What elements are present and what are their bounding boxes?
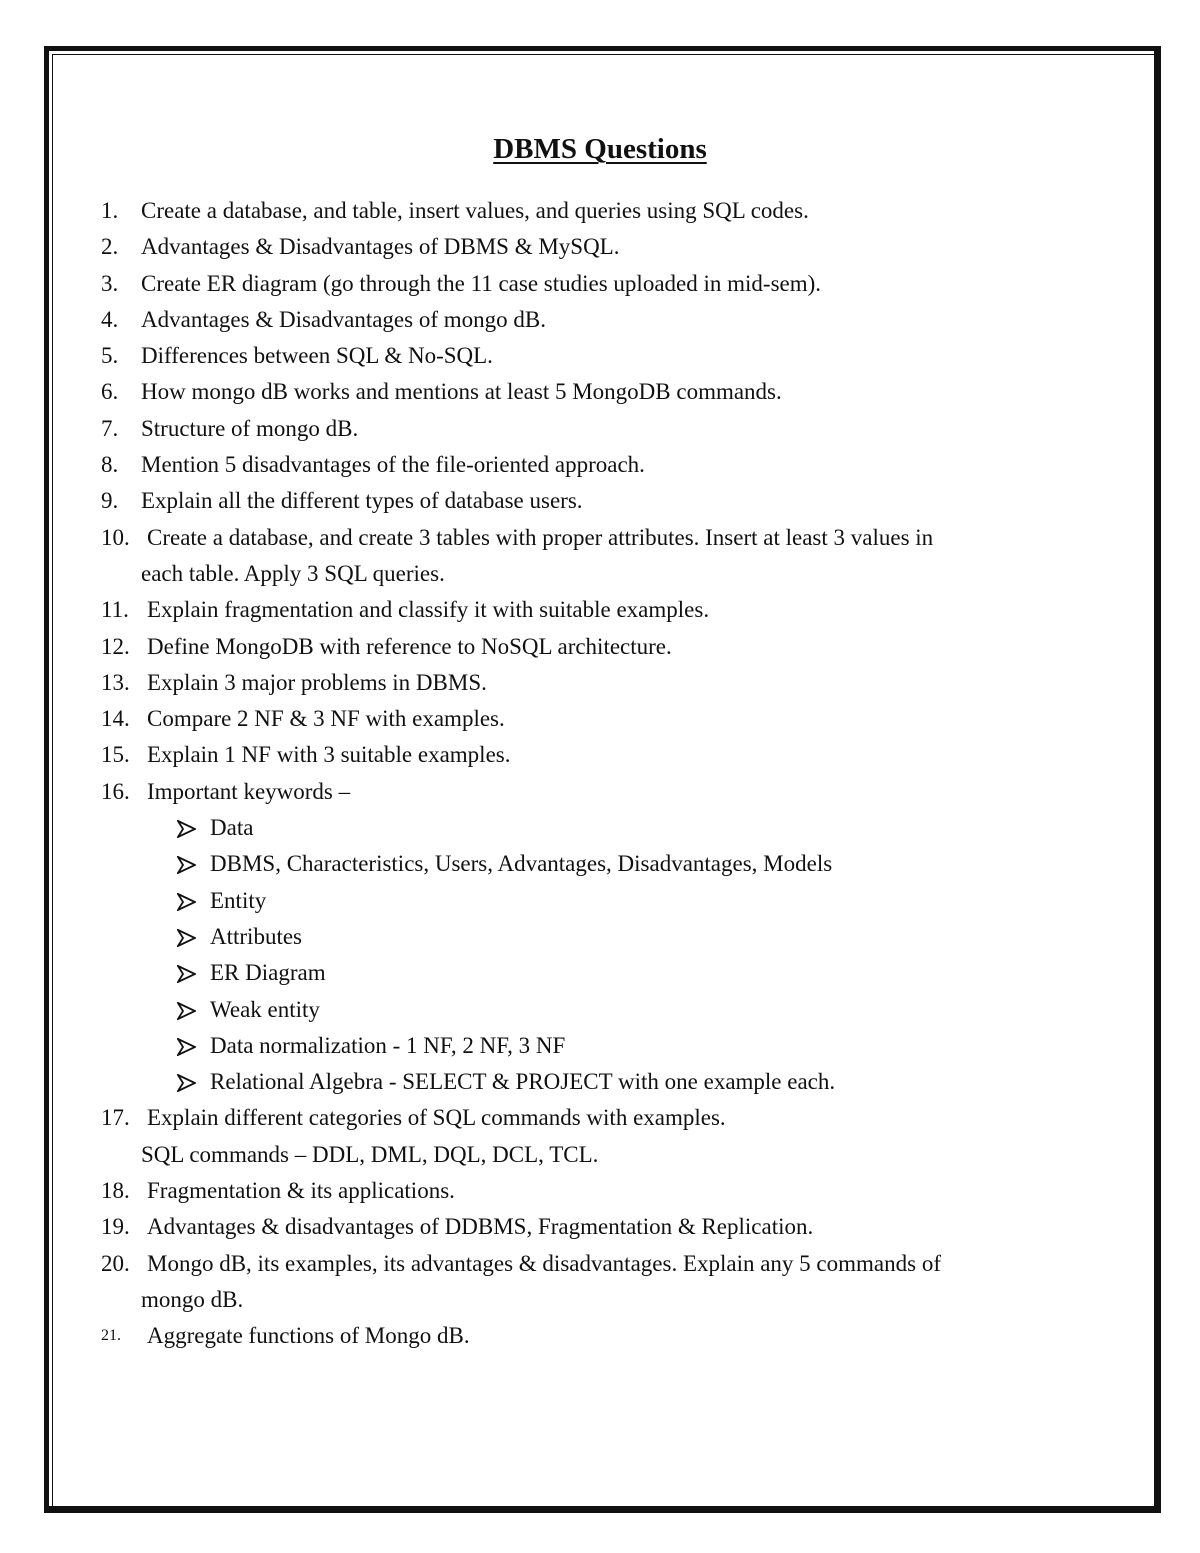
keyword-item [177,992,1111,1028]
question-text-line: Create a database, and create 3 tables with proper attributes. Insert at least 3 values in [147,524,934,550]
question-item-9 [101,483,1111,519]
keyword-item [177,1064,1111,1100]
question-item-4 [101,302,1111,338]
question-text: Advantages & disadvantages of DDBMS, Fragmentation & Replication. [147,1214,814,1240]
page-title: DBMS Questions [493,133,707,165]
arrowhead-bullet-icon [177,846,210,882]
keyword-item [177,883,1111,919]
question-text: Create ER diagram (go through the 11 case studies uploaded in mid-sem). [141,270,822,296]
question-text: Advantages & Disadvantages of DBMS & MySQL. [141,234,620,260]
keyword-text: Weak entity [210,996,320,1022]
question-text: Explain 3 major problems in DBMS. [147,669,487,695]
keyword-item [177,955,1111,991]
question-item-2 [101,229,1111,265]
question-item-1 [101,193,1111,229]
question-item-5 [101,338,1111,374]
arrowhead-bullet-icon [177,919,210,955]
question-number: 12. [101,633,130,659]
keyword-item [177,919,1111,955]
question-item-6 [101,374,1111,410]
question-item-3 [101,266,1111,302]
keyword-list [101,810,1111,1100]
question-text [141,520,1111,593]
question-number: 9. [101,488,119,514]
question-text: Mention 5 disadvantages of the file-oriented approach. [141,452,645,478]
question-number: 5. [101,343,119,369]
question-text-line: Explain different categories of SQL commands with examples. [147,1105,726,1131]
question-text: Important keywords – [147,778,351,804]
question-text: Fragmentation & its applications. [147,1178,455,1204]
question-item-15 [101,737,1111,773]
question-item-8 [101,447,1111,483]
question-list [101,193,1111,1355]
question-text-line: Mongo dB, its examples, its advantages & disadvantages. Explain any 5 commands of [147,1250,941,1276]
question-text-continuation: each table. Apply 3 SQL queries. [141,560,445,586]
question-item-11 [101,592,1111,628]
keyword-text: Attributes [210,923,302,949]
question-item-10 [101,520,1111,593]
question-text: How mongo dB works and mentions at least 5 MongoDB commands. [141,379,782,405]
question-number: 11. [101,597,129,623]
question-number: 7. [101,415,119,441]
question-number: 21. [101,1327,121,1345]
question-number: 18. [101,1178,130,1204]
question-text: Structure of mongo dB. [141,415,359,441]
keyword-text: Relational Algebra - SELECT & PROJECT with one example each. [210,1069,836,1095]
keyword-text: Data [210,815,254,841]
question-number: 8. [101,452,119,478]
question-number: 2. [101,234,119,260]
question-number: 14. [101,706,130,732]
question-text: Explain 1 NF with 3 suitable examples. [147,742,511,768]
arrowhead-bullet-icon [177,883,210,919]
keyword-item [177,1028,1111,1064]
arrowhead-bullet-icon [177,1028,210,1064]
arrowhead-bullet-icon [177,810,210,846]
question-text-continuation: mongo dB. [141,1286,244,1312]
question-number: 1. [101,198,119,223]
arrowhead-bullet-icon [177,955,210,991]
question-text [141,1100,1111,1173]
keyword-list-container [101,810,1111,1100]
question-number: 15. [101,742,130,768]
question-text [141,1246,1111,1319]
question-text: Advantages & Disadvantages of mongo dB. [141,306,546,332]
question-number: 20. [101,1250,130,1276]
question-item-13 [101,665,1111,701]
question-item-12 [101,629,1111,665]
question-item-7 [101,411,1111,447]
question-number: 16. [101,778,130,804]
question-number: 3. [101,270,119,296]
arrowhead-bullet-icon [177,992,210,1028]
question-number: 13. [101,669,130,695]
keyword-item [177,846,1111,882]
question-text-extra: SQL commands – DDL, DML, DQL, DCL, TCL. [141,1141,599,1167]
question-item-16 [101,774,1111,810]
arrowhead-bullet-icon [177,1064,210,1100]
question-number: 4. [101,306,119,332]
keyword-item [177,810,1111,846]
keyword-text: DBMS, Characteristics, Users, Advantages, Disadvantages, Models [210,851,833,877]
question-item-20 [101,1246,1111,1319]
question-text: Define MongoDB with reference to NoSQL architecture. [147,633,672,659]
question-text: Compare 2 NF & 3 NF with examples. [147,706,505,732]
question-text: Differences between SQL & No-SQL. [141,343,493,369]
question-item-18 [101,1173,1111,1209]
question-number: 10. [101,524,130,550]
question-text: Explain fragmentation and classify it with suitable examples. [147,597,710,623]
question-number: 17. [101,1105,130,1131]
keyword-text: Entity [210,887,267,913]
question-item-21 [101,1318,1111,1354]
question-text: Explain all the different types of database users. [141,488,583,514]
question-number: 19. [101,1214,130,1240]
question-text: Create a database, and table, insert values, and queries using SQL codes. [141,198,809,223]
keyword-text: Data normalization - 1 NF, 2 NF, 3 NF [210,1032,566,1058]
question-item-14 [101,701,1111,737]
keyword-text: ER Diagram [210,960,326,986]
question-number: 6. [101,379,119,405]
question-item-17 [101,1100,1111,1173]
question-item-19 [101,1209,1111,1245]
question-text: Aggregate functions of Mongo dB. [147,1323,470,1349]
